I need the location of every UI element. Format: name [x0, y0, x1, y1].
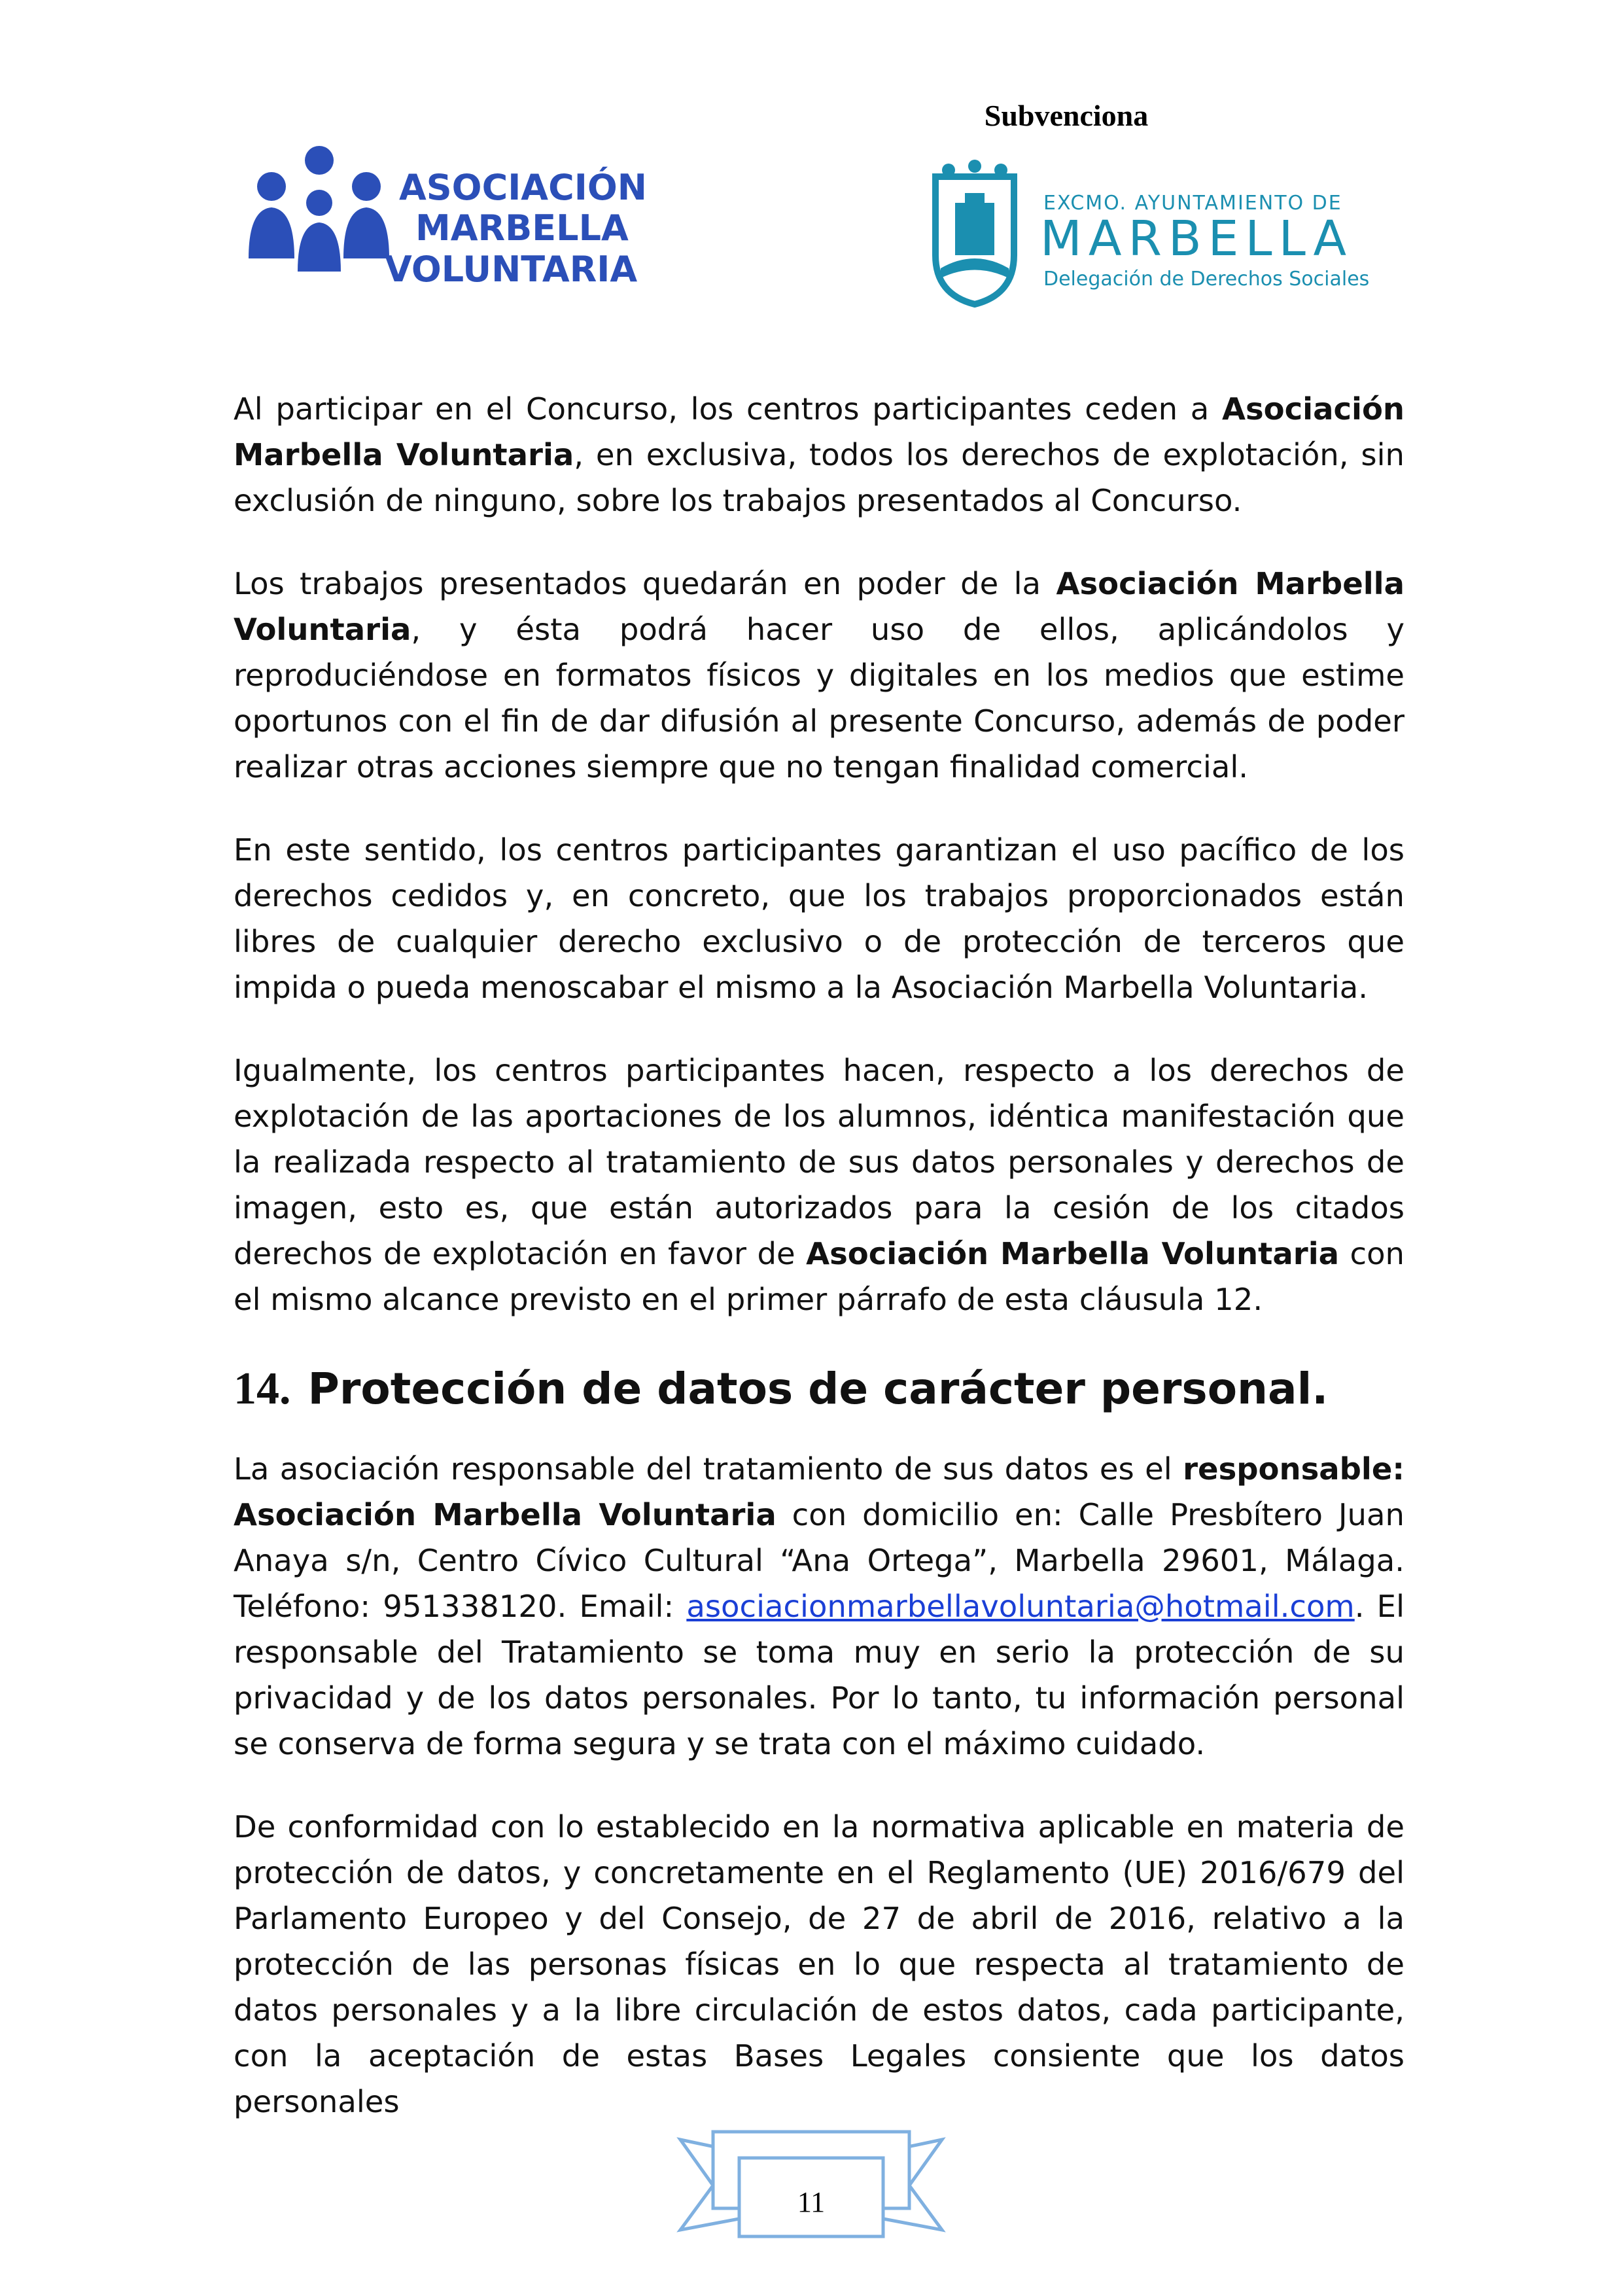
subvenciona-label: Subvenciona — [984, 99, 1149, 132]
logo-line-1: ASOCIACIÓN — [399, 167, 647, 208]
ayuntamiento-line-3: Delegación de Derechos Sociales — [1043, 268, 1370, 291]
bold-org-name: Asociación Marbella Voluntaria — [806, 1236, 1340, 1271]
bold-org-name: Asociación Marbella Voluntaria — [234, 566, 1405, 647]
paragraph-4: Igualmente, los centros participantes hacen, respecto a los derechos de explotación de las aportaciones de los alumnos, idéntica manifestación que la realizada respecto al tratamiento de sus datos personales y derechos de imagen, esto es, que están autorizados para la cesión de los citados derechos de explotación en favor de Asociación Marbella Voluntaria con el mismo alcance previsto en el primer párrafo de esta cláusula 12. — [234, 1053, 1405, 1317]
people-group-icon — [236, 141, 647, 298]
paragraph-5: La asociación responsable del tratamiento de sus datos es el responsable: Asociación Marbella Voluntaria con domicilio en: Calle Presbítero Juan Anaya s/n, Centro Cívico Cultural “Ana Ortega”, Marbella 29601, Málaga. Teléfono: 951338120. Email: asociacionmarbellavoluntaria@hotmail.com. El responsable del Tratamiento se toma muy en serio la protección de su privacidad y de los datos personales. Por lo tanto, tu información personal se conserva de forma segura y se trata con el máximo cuidado. — [234, 1451, 1405, 1761]
ayuntamiento-marbella-logo — [929, 157, 1387, 314]
page-number: 11 — [797, 2186, 826, 2218]
document-body — [234, 386, 1405, 2162]
bold-org-name: Asociación Marbella Voluntaria — [234, 391, 1405, 472]
city-shield-icon — [935, 160, 1014, 304]
asociacion-marbella-voluntaria-logo — [236, 141, 647, 298]
logo-line-3: VOLUNTARIA — [385, 249, 638, 290]
ayuntamiento-line-2: MARBELLA — [1040, 211, 1353, 267]
paragraph-6: De conformidad con lo establecido en la normativa aplicable en materia de protección de datos, y concretamente en el Reglamento (UE) 2016/679 del Parlamento Europeo y del Consejo, de 27 de abril de 2016, relativo a la protección de las personas físicas en lo que respecta al tratamiento de datos personales y a la libre circulación de estos datos, cada participante, con la aceptación de estas Bases Legales consiente que los datos personales — [234, 1809, 1405, 2119]
section-number: 14. — [234, 1364, 291, 1414]
paragraph-3: En este sentido, los centros participantes garantizan el uso pacífico de los derechos cedidos y, en concreto, que los trabajos proporcionados están libres de cualquier derecho exclusivo o de protección de terceros que impida o pueda menoscabar el mismo a la Asociación Marbella Voluntaria. — [234, 832, 1405, 1005]
ayuntamiento-line-1: EXCMO. AYUNTAMIENTO DE — [1043, 192, 1342, 215]
section-heading — [234, 1360, 1405, 1419]
bold-responsable: responsable: — [1183, 1451, 1405, 1487]
email-link[interactable]: asociacionmarbellavoluntaria@hotmail.com — [686, 1589, 1355, 1624]
bold-org-name: Asociación Marbella Voluntaria — [234, 1497, 777, 1532]
ribbon-icon — [674, 2127, 949, 2241]
section-title: Protección de datos de carácter personal. — [307, 1364, 1329, 1414]
paragraph-1: Al participar en el Concurso, los centros participantes ceden a Asociación Marbella Voluntaria, en exclusiva, todos los derechos de explotación, sin exclusión de ninguno, sobre los trabajos presentados al Concurso. — [234, 391, 1405, 518]
page-number-ribbon — [674, 2127, 949, 2241]
logo-line-2: MARBELLA — [415, 207, 629, 249]
paragraph-2: Los trabajos presentados quedarán en poder de la Asociación Marbella Voluntaria, y ésta podrá hacer uso de ellos, aplicándolos y reproduciéndose en formatos físicos y digitales en los medios que estime oportunos con el fin de dar difusión al presente Concurso, además de poder realizar otras acciones siempre que no tengan finalidad comercial. — [234, 566, 1405, 785]
